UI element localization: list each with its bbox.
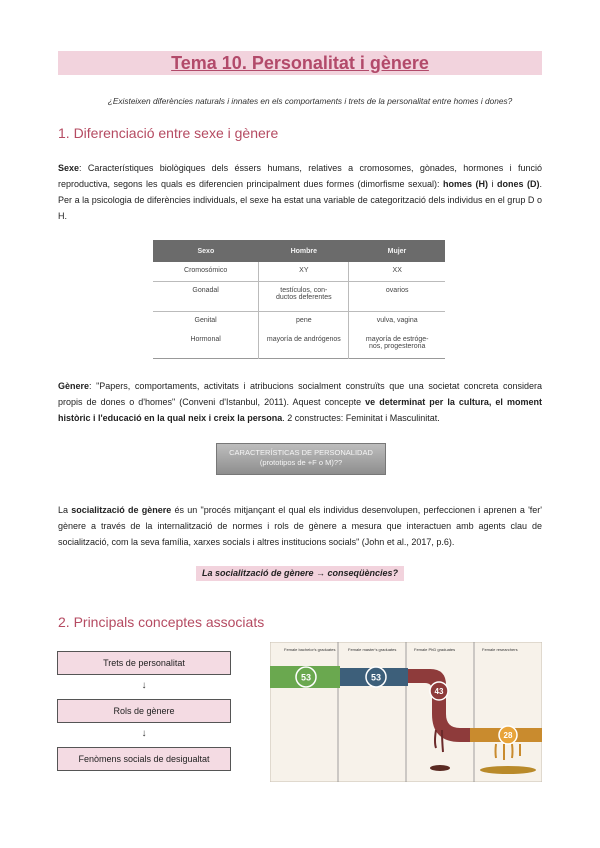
homes-term: homes (H)	[443, 179, 489, 189]
table-cell: mayoría de andrógenos	[259, 331, 349, 359]
section-1-heading: 1. Diferenciació entre sexe i gènere	[58, 125, 279, 141]
consequences-question: La socialització de gènere → conseqüències?	[201, 568, 399, 578]
button-line-2: (prototipos de +F o M)??	[259, 458, 343, 467]
concept-box-inequality: Fenòmens socials de desigualtat	[57, 747, 231, 771]
dones-term: dones (D)	[497, 179, 540, 189]
table-cell: XX	[392, 267, 402, 274]
stage-label: Female master's graduates	[348, 647, 397, 652]
down-arrow-icon: ↓	[141, 680, 147, 691]
table-cell: ovarios	[385, 286, 409, 294]
genere-paragraph	[58, 378, 542, 426]
table-header: Hombre	[259, 240, 349, 262]
table-header: Mujer	[349, 240, 445, 262]
value-label: 53	[370, 672, 382, 683]
button-line-1: CARACTERÍSTICAS DE PERSONALIDAD	[229, 448, 373, 457]
socialitzacio-term: socialització de gènere	[71, 505, 172, 515]
table-cell: Gonadal	[153, 281, 259, 311]
genere-bold: ve determinat per la cultura, el moment històric i l'educació en la qual neix i creix la persona	[58, 397, 542, 423]
section-2-heading: 2. Principals conceptes associats	[58, 614, 265, 630]
sexe-text-2: . Per a la psicologia de diferències individuals, el sexe ha estat una variable de categorització dels individus en el grup D o H.	[58, 179, 542, 221]
page-title: Tema 10. Personalitat i gènere	[171, 53, 429, 73]
stage-label: Female researchers	[482, 647, 518, 652]
concept-box-gender-roles: Rols de gènere	[57, 699, 231, 723]
concept-box-personality-traits: Trets de personalitat	[57, 651, 231, 675]
sexe-label: Sexe	[58, 163, 80, 173]
table-cell: Genital	[153, 311, 259, 331]
table-cell: pene	[259, 311, 349, 331]
stage-label: Female bachelor's graduates	[284, 647, 336, 652]
down-arrow-icon: ↓	[141, 728, 147, 739]
sexe-and: i	[488, 179, 497, 189]
table-cell: Cromosómico	[153, 262, 259, 281]
table-cell: XY	[259, 262, 349, 281]
sexe-text-1: : Característiques biològiques dels éssers humans, relatives a cromosomes, gònades, hormones i funció reproductiva, segons les quals es diferencien principalment dues formes (dimorfisme sexual):	[58, 163, 542, 189]
genere-text-2: . 2 constructes: Feminitat i Masculinitat.	[282, 413, 440, 423]
value-label: 28	[503, 731, 513, 740]
stage-label: Female PhD graduates	[414, 647, 456, 652]
socialitzacio-paragraph	[58, 502, 542, 550]
genere-label: Gènere	[58, 381, 90, 391]
socialitzacio-pre: La	[58, 505, 72, 515]
value-label: 53	[300, 672, 312, 683]
sex-table-container	[153, 240, 445, 359]
guiding-question: ¿Existeixen diferències naturals i innates en els comportaments i trets de la personalitat entre homes i dones?	[107, 96, 513, 106]
puddle	[430, 765, 450, 771]
sexe-paragraph	[58, 160, 542, 224]
sex-table	[153, 240, 445, 359]
table-header: Sexo	[153, 240, 259, 262]
leaky-pipeline-illustration	[270, 642, 542, 782]
personality-characteristics-button[interactable]	[216, 443, 386, 475]
table-cell: testículos, con- ductos deferentes	[259, 281, 349, 311]
value-label: 43	[434, 687, 444, 696]
table-cell: Hormonal	[153, 331, 259, 359]
socialitzacio-text: és un "procés mitjançant el qual els individus desenvolupen, perfeccionen i aprenen a 'fer' gènere a través de la internalització de normes i rols de gènere a mesura que interactuen amb agents clau de socialització, com la seva família, xarxes socials i altres institucions socials" (John et al., 2017, p.6).	[58, 505, 543, 547]
table-cell: vulva, vagina	[376, 316, 418, 324]
table-cell: mayoría de estróge- nos, progesterona	[365, 336, 429, 350]
puddle	[480, 766, 536, 774]
genere-text-1: : "Papers, comportaments, activitats i atribucions socialment construïts que una societat concreta considera propis de dones o d'homes" (Conveni d'Istanbul, 2011). Aquest concepte	[58, 381, 542, 407]
